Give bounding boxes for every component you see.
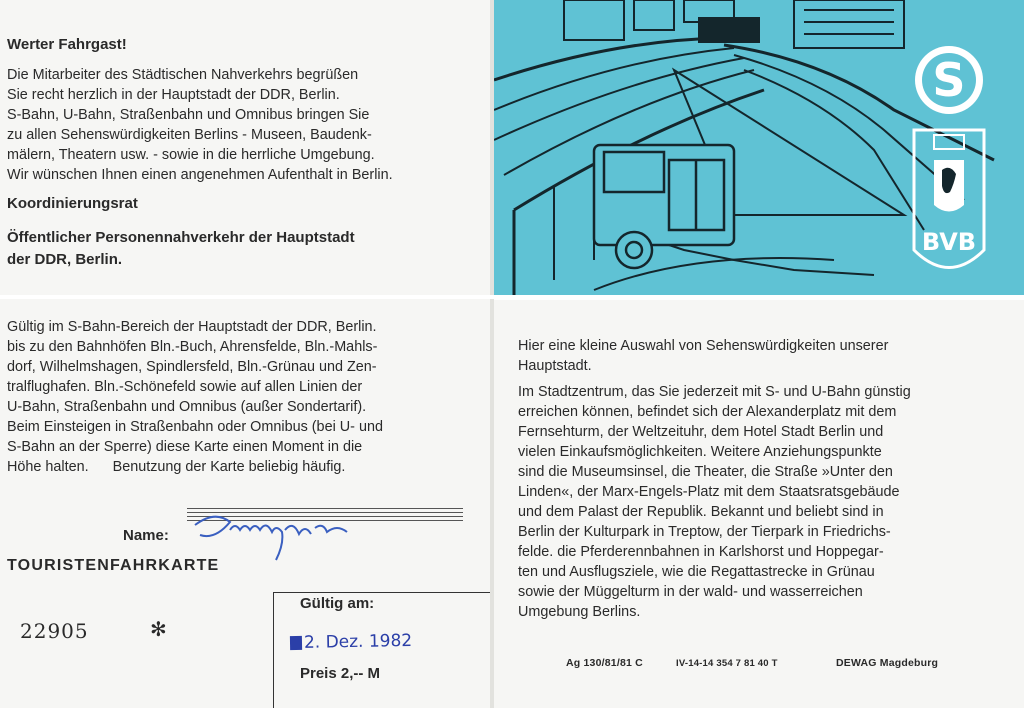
greeting-line: Wir wünschen Ihnen einen angenehmen Aufenthalt in Berlin. [7,167,393,183]
validity-line: tralflughafen. Bln.-Schönefeld sowie auf allen Linien der [7,379,363,395]
sights-line: Im Stadtzentrum, das Sie jederzeit mit S- und U-Bahn günstig [518,384,911,400]
imprint-license: IV-14-14 354 7 81 40 T [676,658,778,669]
greeting-title: Werter Fahrgast! [7,36,127,53]
sights-line: Fernsehturm, der Weltzeituhr, dem Hotel Stadt Berlin und [518,424,884,440]
date-stamp [290,631,413,653]
validity-line: U-Bahn, Straßenbahn und Omnibus (außer Sondertarif). [7,399,367,415]
validity-line: S-Bahn an der Sperre) diese Karte einen Moment in die [7,439,363,455]
valid-label: Gültig am: [300,595,375,612]
validity-line: Gültig im S-Bahn-Bereich der Hauptstadt der DDR, Berlin. [7,319,377,335]
imprint-printer: DEWAG Magdeburg [836,657,939,669]
validity-line: Höhe halten. Benutzung der Karte beliebig häufig. [7,459,346,475]
sights-line: sowie der Müggelturm in der wald- und wasserreichen [518,584,863,600]
org-label: Koordinierungsrat [7,195,138,212]
ticket-title: TOURISTENFAHRKARTE [7,557,220,574]
sights-line: felde. die Pferderennbahnen in Karlshorst und Hoppegar- [518,544,884,560]
sights-line: sind die Museumsinsel, die Theater, die Straße »Unter den [518,464,893,480]
validity-line: dorf, Wilhelmshagen, Spindlersfeld, Bln.-Grünau und Zen- [7,359,377,375]
cover-panel [494,0,1024,295]
sights-line: Umgebung Berlins. [518,604,641,620]
greeting-line: Die Mitarbeiter des Städtischen Nahverkehrs begrüßen [7,67,359,83]
price: Preis 2,-- M [300,665,381,682]
sights-line: Hauptstadt. [518,358,592,374]
serial-number: 22905 [20,619,89,643]
horizontal-fold [0,295,1024,299]
validity-line: Beim Einsteigen in Straßenbahn oder Omnibus (bei U- und [7,419,383,435]
greeting-line: Sie recht herzlich in der Hauptstadt der DDR, Berlin. [7,87,340,103]
sights-line: ten und Ausflugsziele, wie die Regattastrecke in Grünau [518,564,875,580]
sights-line: vielen Einkaufsmöglichkeiten. Weitere Anziehungspunkte [518,444,882,460]
sights-line: erreichen können, befindet sich der Alexanderplatz mit dem [518,404,897,420]
s-bahn-logo: S [932,53,966,107]
sights-line: Berlin der Kulturpark in Treptow, der Tierpark in Friedrichs- [518,524,891,540]
org-line: der DDR, Berlin. [7,251,123,268]
imprint-code: Ag 130/81/81 C [566,657,643,669]
greeting-line: mälern, Theatern usw. - sowie in die herrliche Umgebung. [7,147,375,163]
name-label: Name: [123,527,169,544]
org-line: Öffentlicher Personennahverkehr der Hauptstadt [7,229,355,246]
serial-mark: ✻ [150,619,167,641]
stamp-mark-icon [290,636,302,650]
greeting-line: S-Bahn, U-Bahn, Straßenbahn und Omnibus bringen Sie [7,107,370,123]
greeting-line: zu allen Sehenswürdigkeiten Berlins - Museen, Baudenk- [7,127,372,143]
sights-line: Linden«, der Marx-Engels-Platz mit dem Staatsratsgebäude [518,484,900,500]
bvb-logo: BVB [921,228,977,256]
vertical-fold [490,0,494,708]
sights-line: und dem Palast der Republik. Bekannt und beliebt sind in [518,504,884,520]
validity-line: bis zu den Bahnhöfen Bln.-Buch, Ahrensfelde, Bln.-Mahls- [7,339,378,355]
sights-line: Hier eine kleine Auswahl von Sehenswürdigkeiten unserer [518,338,889,354]
date-stamp-text: 2. Dez. 1982 [303,630,413,653]
